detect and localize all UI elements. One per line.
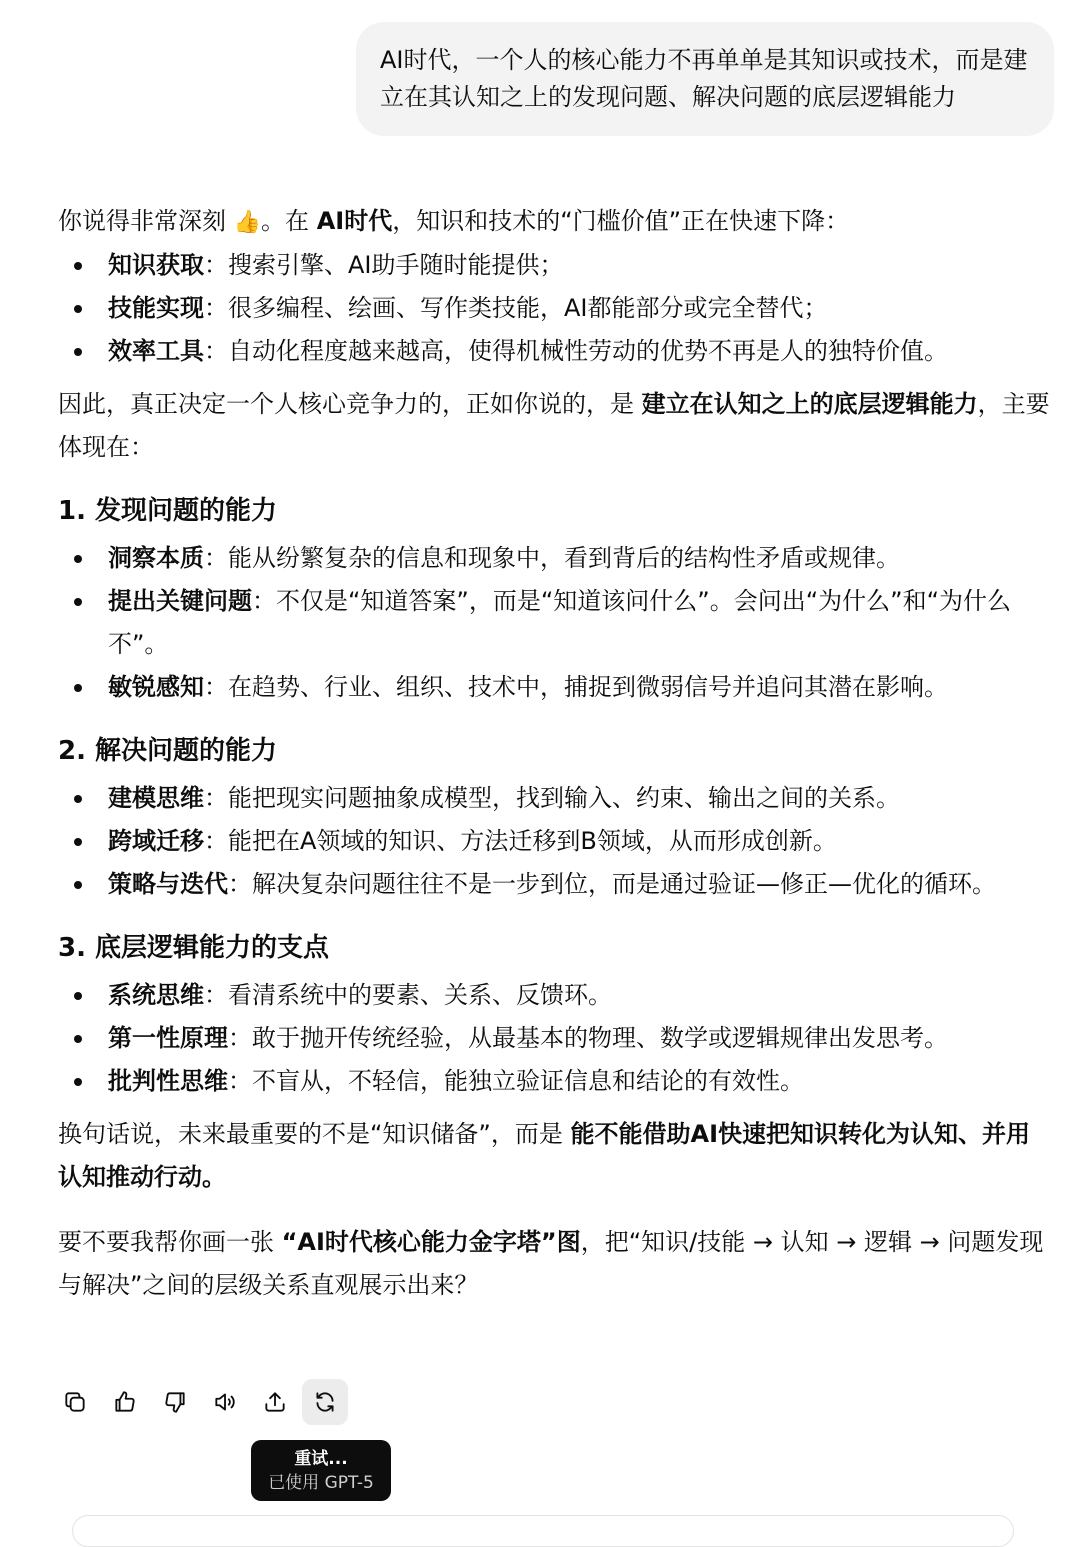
bullet-text: ：看清系统中的要素、关系、反馈环。 — [204, 981, 612, 1009]
copy-button[interactable] — [52, 1379, 98, 1425]
offer-paragraph — [58, 1221, 1053, 1307]
regenerate-button[interactable] — [302, 1379, 348, 1425]
section-heading: 2. 解决问题的能力 — [58, 736, 278, 766]
message-composer[interactable] — [72, 1515, 1014, 1547]
thumbs-down-icon — [162, 1389, 188, 1415]
bullet-text: ：能把现实问题抽象成模型，找到输入、约束、输出之间的关系。 — [204, 784, 900, 812]
bullet-term: 建模思维 — [108, 784, 204, 812]
read-aloud-button[interactable] — [202, 1379, 248, 1425]
thumbs-down-button[interactable] — [152, 1379, 198, 1425]
list-item — [58, 820, 1053, 863]
list-item — [58, 330, 1053, 373]
section-heading: 1. 发现问题的能力 — [58, 496, 278, 526]
bullet-term: 系统思维 — [108, 981, 204, 1009]
message-action-bar — [52, 1378, 352, 1426]
therefore-text: 因此，真正决定一个人核心竞争力的，正如你说的，是 — [58, 390, 642, 418]
intro-text-mid: 。在 — [261, 207, 317, 235]
share-icon — [262, 1389, 288, 1415]
intro-bullet-list — [58, 244, 1053, 373]
list-item — [58, 1060, 1053, 1103]
share-button[interactable] — [252, 1379, 298, 1425]
summary-text: 换句话说，未来最重要的不是“知识储备”，而是 — [58, 1120, 571, 1148]
list-item — [58, 1017, 1053, 1060]
thumbs-up-icon — [112, 1389, 138, 1415]
user-message-text: AI时代，一个人的核心能力不再单单是其知识或技术，而是建立在其认知之上的发现问题、解决问题的底层逻辑能力 — [380, 46, 1028, 111]
bullet-term: 技能实现 — [108, 294, 204, 322]
bullet-term: 第一性原理 — [108, 1024, 228, 1052]
intro-bold: AI时代 — [316, 207, 393, 235]
section-heading: 3. 底层逻辑能力的支点 — [58, 933, 330, 963]
intro-paragraph — [58, 200, 1053, 244]
regenerate-icon — [312, 1389, 338, 1415]
bullet-text: ：解决复杂问题往往不是一步到位，而是通过验证—修正—优化的循环。 — [228, 870, 996, 898]
tooltip-title: 重试... — [294, 1449, 348, 1469]
bullet-text: ：自动化程度越来越高，使得机械性劳动的优势不再是人的独特价值。 — [204, 337, 948, 365]
list-item — [58, 287, 1053, 330]
section-bullet-list — [58, 974, 1053, 1103]
bullet-text: ：能从纷繁复杂的信息和现象中，看到背后的结构性矛盾或规律。 — [204, 544, 900, 572]
offer-text: 要不要我帮你画一张 — [58, 1228, 282, 1256]
list-item — [58, 580, 1053, 666]
bullet-term: 批判性思维 — [108, 1067, 228, 1095]
copy-icon — [62, 1389, 88, 1415]
read-aloud-icon — [212, 1389, 238, 1415]
list-item — [58, 777, 1053, 820]
intro-text-post: ，知识和技术的“门槛价值”正在快速下降： — [392, 207, 850, 235]
bullet-term: 效率工具 — [108, 337, 204, 365]
bullet-text: ：很多编程、绘画、写作类技能，AI都能部分或完全替代； — [204, 294, 828, 322]
bullet-text: ：不仅是“知道答案”，而是“知道该问什么”。会问出“为什么”和“为什么不”。 — [108, 587, 1012, 658]
bullet-term: 提出关键问题 — [108, 587, 252, 615]
bullet-term: 洞察本质 — [108, 544, 204, 572]
list-item — [58, 974, 1053, 1017]
user-message-bubble — [356, 22, 1054, 136]
bullet-text: ：不盲从，不轻信，能独立验证信息和结论的有效性。 — [228, 1067, 804, 1095]
list-item — [58, 537, 1053, 580]
list-item — [58, 863, 1053, 906]
section-bullet-list — [58, 537, 1053, 709]
therefore-text-post: ，主要体现在： — [58, 390, 1050, 461]
therefore-bold: 建立在认知之上的底层逻辑能力 — [641, 390, 978, 418]
intro-text: 你说得非常深刻 — [58, 207, 234, 235]
regenerate-tooltip — [251, 1440, 391, 1501]
thumbs-up-button[interactable] — [102, 1379, 148, 1425]
summary-paragraph — [58, 1113, 1053, 1199]
therefore-paragraph — [58, 383, 1053, 469]
list-item — [58, 244, 1053, 287]
bullet-text: ：能把在A领域的知识、方法迁移到B领域，从而形成创新。 — [204, 827, 837, 855]
bullet-term: 策略与迭代 — [108, 870, 228, 898]
bullet-term: 敏锐感知 — [108, 673, 204, 701]
section-bullet-list — [58, 777, 1053, 906]
thumbs-up-emoji-icon: 👍 — [233, 210, 262, 235]
offer-text-post: ，把“知识/技能 → 认知 → 逻辑 → 问题发现与解决”之间的层级关系直观展示出来？ — [58, 1228, 1044, 1299]
bullet-text: ：在趋势、行业、组织、技术中，捕捉到微弱信号并追问其潜在影响。 — [204, 673, 948, 701]
bullet-term: 知识获取 — [108, 251, 204, 279]
tooltip-subtitle: 已使用 GPT-5 — [268, 1473, 374, 1493]
list-item — [58, 666, 1053, 709]
offer-bold: “AI时代核心能力金字塔”图 — [281, 1228, 581, 1256]
assistant-message — [58, 200, 1053, 1307]
summary-bold: 能不能借助AI快速把知识转化为认知、并用认知推动行动。 — [58, 1120, 1031, 1191]
bullet-text: ：搜索引擎、AI助手随时能提供； — [204, 251, 564, 279]
bullet-term: 跨域迁移 — [108, 827, 204, 855]
bullet-text: ：敢于抛开传统经验，从最基本的物理、数学或逻辑规律出发思考。 — [228, 1024, 948, 1052]
